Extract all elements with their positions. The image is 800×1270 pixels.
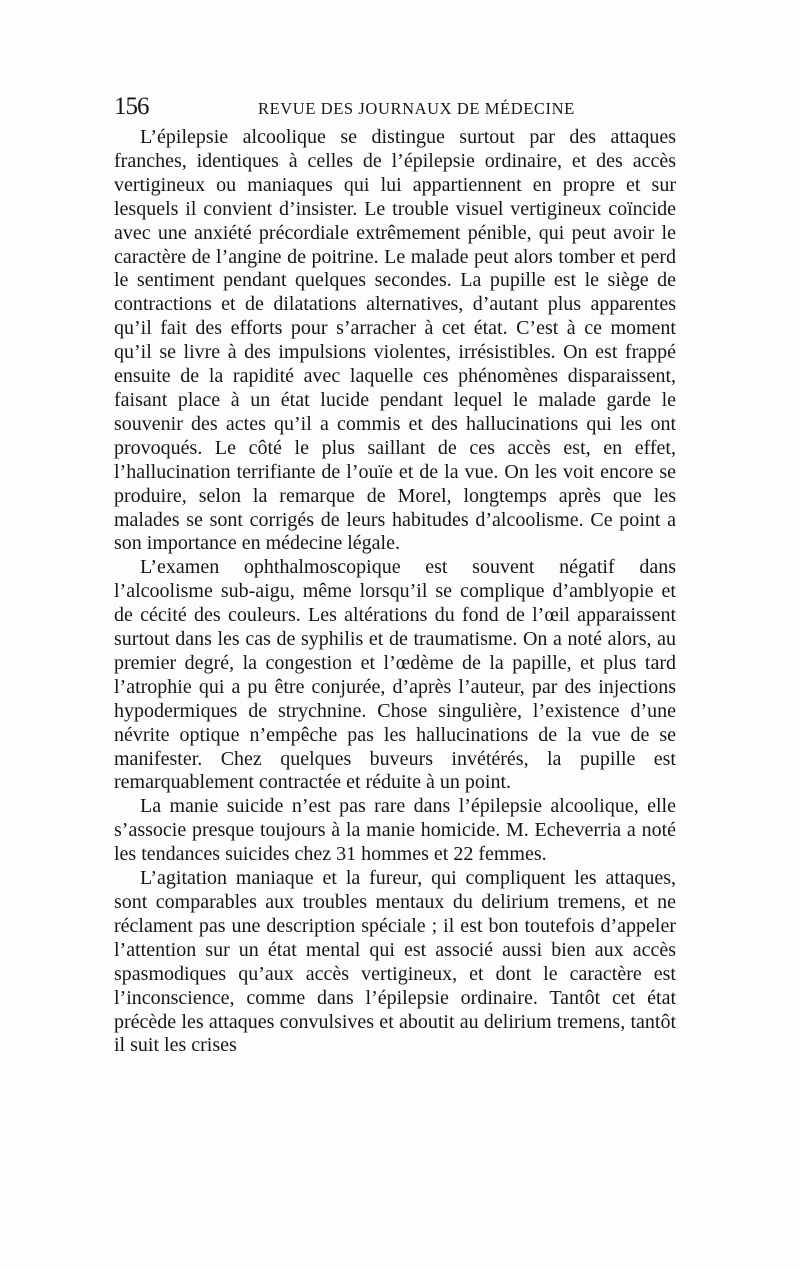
- page-number: 156: [114, 93, 149, 120]
- paragraph-manie-suicide: La manie suicide n’est pas rare dans l’épilepsie alcoolique, elle s’associe presque toujours à la manie homicide. M. Echeverria a noté les tendances suicides chez 31 hommes et 22 femmes.: [114, 795, 676, 866]
- paragraph-epilepsie-alcoolique: L’épilepsie alcoolique se distingue surtout par des attaques franches, identiques à celles de l’épilepsie ordinaire, et des accès vertigineux ou maniaques qui lui appartiennent en propre et sur lesquels il convient d’insister. Le trouble visuel vertigineux coïncide avec une anxiété précordiale extrêmement pénible, qui peut avoir le caractère de l’angine de poitrine. Le malade peut alors tomber et perd le sentiment pendant quelques secondes. La pupille est le siège de contractions et de dilatations alternatives, d’autant plus apparentes qu’il fait des efforts pour s’arracher à cet état. C’est à ce moment qu’il se livre à des impulsions violentes, irrésistibles. On est frappé ensuite de la rapidité avec laquelle ces phénomènes disparaissent, faisant place à un état lucide pendant lequel le malade garde le souvenir des actes qu’il a commis et des hallucinations qui les ont provoqués. Le côté le plus saillant de ces accès est, en effet, l’hallucination terrifiante de l’ouïe et de la vue. On les voit encore se produire, selon la remarque de Morel, longtemps après que les malades se sont corrigés de leurs habitudes d’alcoolisme. Ce point a son importance en médecine légale.: [114, 126, 676, 555]
- paragraph-examen-ophthalmoscopique: L’examen ophthalmoscopique est souvent négatif dans l’alcoolisme sub-aigu, même lorsqu’il se complique d’amblyopie et de cécité des couleurs. Les altérations du fond de l’œil apparaissent surtout dans les cas de syphilis et de traumatisme. On a noté alors, au premier degré, la congestion et l’œdème de la papille, et plus tard l’atrophie qui a pu être conjurée, d’après l’auteur, par des injections hypodermiques de strychnine. Chose singulière, l’existence d’une névrite optique n’empêche pas les hallucinations de la vue de se manifester. Chez quelques buveurs invétérés, la pupille est remarquablement contractée et réduite à un point.: [114, 556, 676, 794]
- paragraph-agitation-maniaque: L’agitation maniaque et la fureur, qui compliquent les attaques, sont comparables aux troubles mentaux du delirium tremens, et ne réclament pas une description spéciale ; il est bon toutefois d’appeler l’attention sur un état mental qui est associé aussi bien aux accès spasmodiques qu’aux accès vertigineux, et dont le caractère est l’inconscience, comme dans l’épilepsie ordinaire. Tantôt cet état précède les attaques convulsives et aboutit au delirium tremens, tantôt il suit les crises: [114, 867, 676, 1057]
- running-head: [114, 92, 680, 122]
- running-title: REVUE DES JOURNAUX DE MÉDECINE: [258, 99, 575, 118]
- body-text: [114, 126, 676, 1058]
